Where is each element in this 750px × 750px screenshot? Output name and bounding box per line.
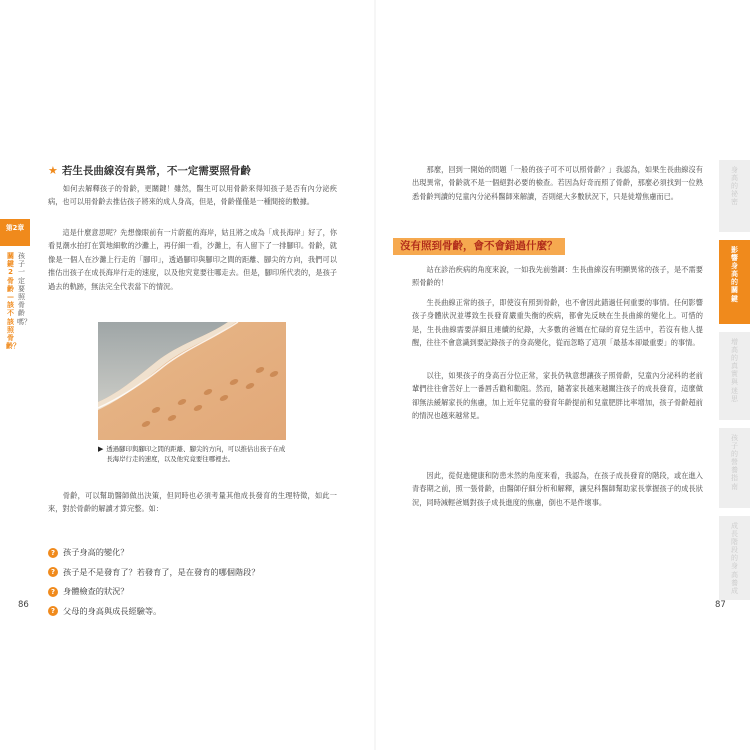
chapter-tab: 第2章 [0, 219, 30, 246]
subheading: 沒有照到骨齡，會不會錯過什麼？ [393, 238, 565, 255]
right-paragraph-2: 站在診治疾病的角度來說，一如我先前強調：生長曲線沒有明顯異常的孩子，是不需要照骨齡的！ [412, 265, 703, 288]
photo-caption-text: 透過腳印與腳印之間的距離、腳尖的方向，可以推估出孩子在成長海岸行走的速度，以及他究竟要往哪裡去。 [106, 445, 286, 463]
left-paragraph-1: 如何去解釋孩子的骨齡，更關鍵！雖然，醫生可以用骨齡來得知孩子是否有內分泌疾病，也可以用骨齡去推估孩子將來的成人身高，但是，骨齡僅僅是一種間接的數據。 [48, 184, 337, 207]
side-title-sub: 孩子一定要照骨齡嗎？ [17, 252, 31, 326]
chapter-tab-label: 身高的祕密 [731, 166, 738, 207]
right-paragraph-5: 因此，從促進健康和防患未然的角度來看，我認為，在孩子成長發育的階段，或在進入青春期之前，照一張骨齡，由醫師仔細分析和解釋，讓兒科醫師幫助家長掌握孩子的成長狀況，同時減輕爸媽對孩子成長進度的焦慮，倒也不是件壞事。 [412, 471, 703, 507]
right-paragraph-1: 那麼，回到一開始的問題「一般的孩子可不可以照骨齡？」我認為，如果生長曲線沒有出現異常，骨齡就不是一個絕對必要的檢查。若因為好奇而照了骨齡，那麼必須找到一位熟悉骨齡判讀的兒童內分泌科醫師來解讀，否則絕大多數狀況下，只是徒增焦慮而已。 [412, 165, 703, 201]
question-list [48, 543, 338, 621]
chapter-tab-3[interactable] [719, 332, 750, 420]
question-icon: ? [48, 587, 58, 597]
question-icon: ? [48, 567, 58, 577]
list-item [48, 582, 338, 602]
question-text: 父母的身高與成長經驗等。 [63, 605, 162, 616]
beach-footprints-photo [98, 322, 286, 440]
page-number-left: 86 [18, 600, 29, 610]
section-title-text: 若生長曲線沒有異常，不一定需要照骨齡 [61, 165, 251, 177]
chapter-side-tab [0, 219, 30, 434]
side-title-main: 關鍵2骨齡—該不該照骨齡？ [6, 252, 20, 351]
list-item [48, 563, 338, 583]
beach-illustration [98, 322, 286, 440]
page-number-right: 87 [715, 600, 726, 610]
chapter-tab-2[interactable] [719, 240, 750, 324]
chapter-tab-4[interactable] [719, 428, 750, 508]
chapter-tab-label: 影響身高的關鍵 [731, 246, 738, 303]
right-paragraph-4: 以往，如果孩子的身高百分位正常，家長仍執意想讓孩子照骨齡，兒童內分泌科的老前輩們往往會苦好上一番唇舌勸和勸阻。然而，隨著家長越來越關注孩子的成長發育，這麼做卻無法緩解家長的焦慮，加上近年兒童的發育年齡提前和兒童肥胖比率增加，孩子骨齡超前的情況也越來越常見。 [412, 371, 703, 421]
list-item [48, 602, 338, 622]
chapter-tab-label: 增高的真實與迷思 [731, 338, 738, 403]
left-paragraph-2: 這是什麼意思呢？先想像眼前有一片蔚藍的海岸，姑且將之成為「成長海岸」好了，你看見潮水拍打在質地細軟的沙灘上，再仔細一看，沙灘上，有人留下了一排腳印。骨齡，就像是一個人在沙灘上行走的「腳印」，透過腳印與腳印之間的距離、腳尖的方向，我們可以推估出孩子在成長海岸行走的速度，以及他究竟要往哪走去。但是，腳印所代表的，是孩子過去的軌跡，無法完全代表當下的情況。 [48, 228, 337, 291]
question-text: 孩子身高的變化？ [63, 547, 129, 557]
caption-triangle-icon: ▶ [98, 445, 104, 453]
chapter-tab-1[interactable] [719, 160, 750, 232]
chapter-tab-label: 孩子的營養指南 [731, 434, 738, 491]
question-text: 身體檢查的狀況？ [63, 586, 129, 596]
star-icon: ★ [48, 164, 58, 177]
list-item [48, 543, 338, 563]
chapter-tab-label: 成長階段的身高養成 [731, 522, 738, 595]
section-title [48, 163, 251, 178]
chapter-tab-5[interactable] [719, 516, 750, 600]
question-icon: ? [48, 606, 58, 616]
right-paragraph-3: 生長曲線正常的孩子，即使沒有照到骨齡，也不會因此錯過任何重要的事情。任何影響孩子身體狀況並導致生長發育嚴重失衡的疾病，都會先反映在生長曲線的變化上。可惜的是，生長曲線需要詳細且連續的紀錄，大多數的爸媽在忙碌的育兒生活中，若沒有他人提醒，往往不會意識到要記錄孩子的身高變化，從而忽略了這項「最基本卻最重要」的事情。 [412, 298, 703, 348]
question-text: 孩子是不是發育了？若發育了，是在發育的哪個階段？ [63, 566, 260, 577]
left-paragraph-3: 骨齡，可以幫助醫師做出決策，但同時也必須考量其他成長發育的生理特徵，如此一來，對於骨齡的解讀才算完整。如： [48, 491, 337, 514]
question-icon: ? [48, 548, 58, 558]
photo-caption [98, 444, 290, 464]
